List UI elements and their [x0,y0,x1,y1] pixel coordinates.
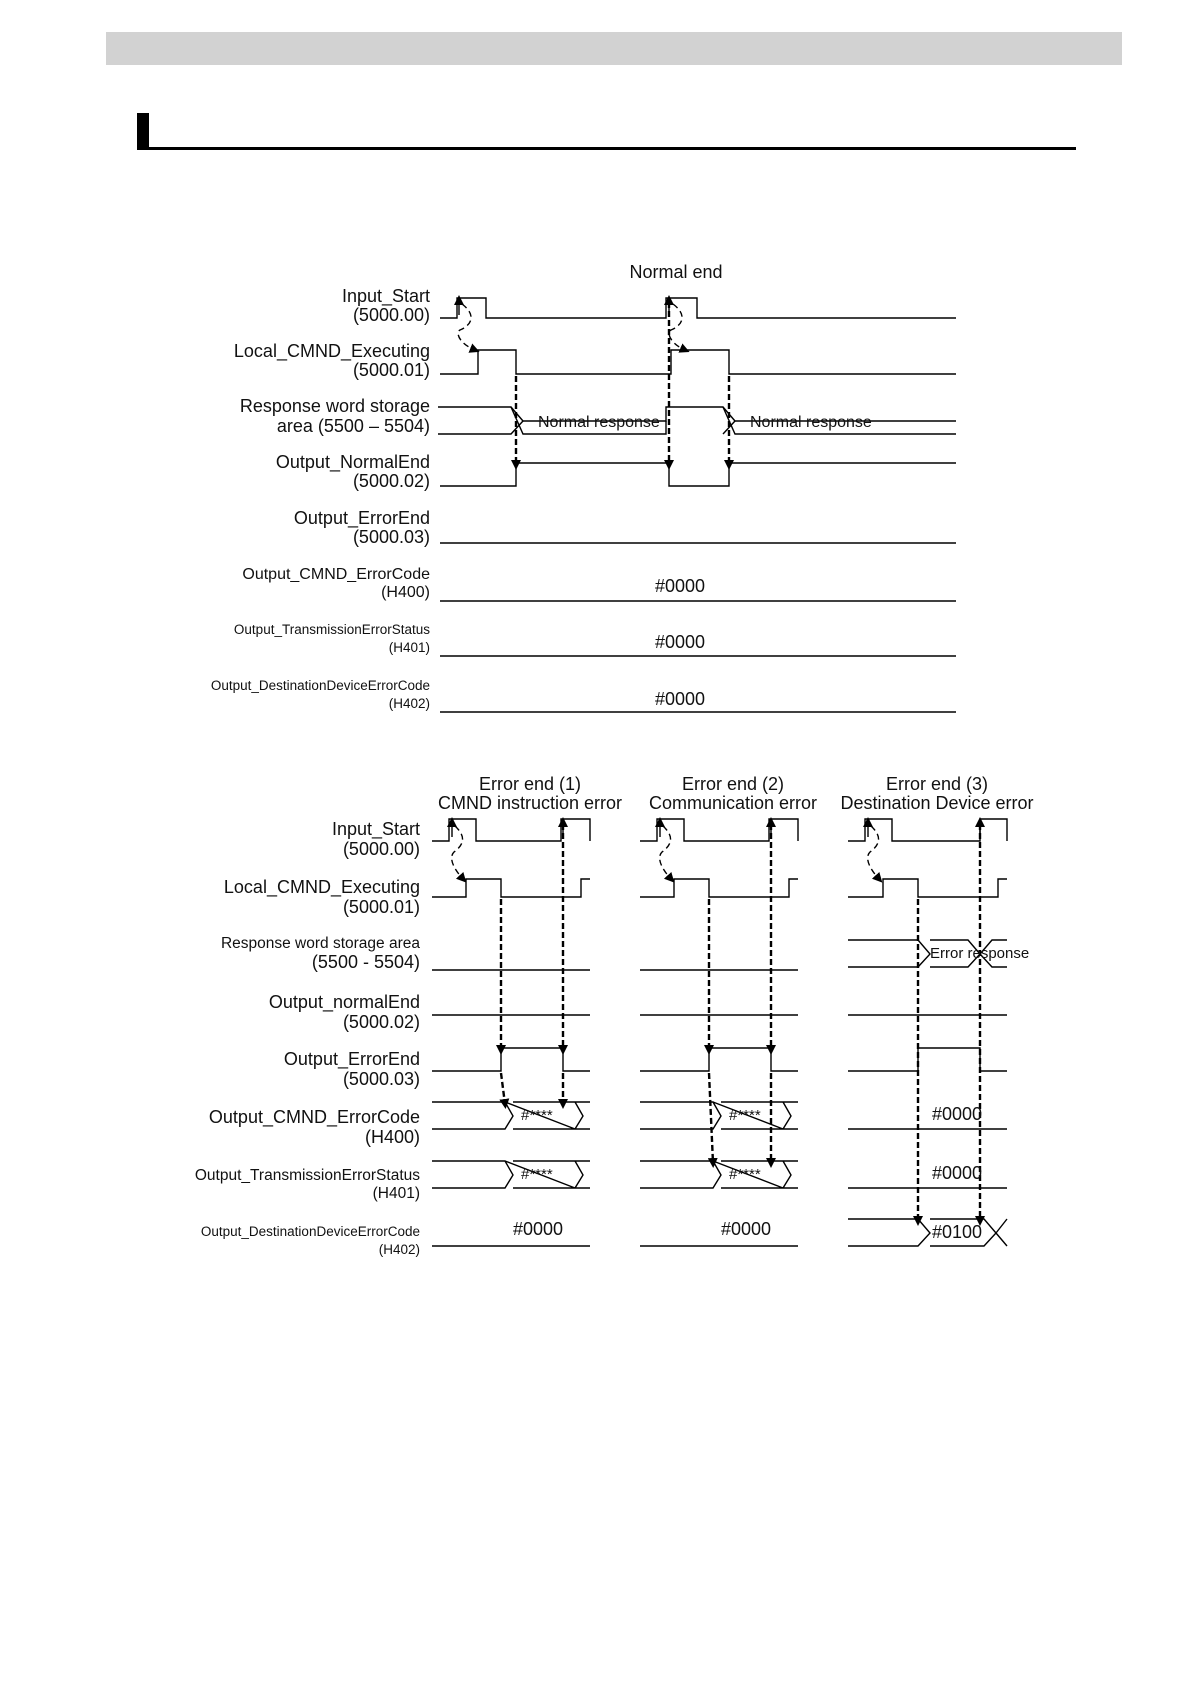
case-subtitle: Destination Device error [840,793,1034,813]
bottom-signal-address: (5000.02) [342,1012,420,1032]
bottom-signal-address: (5000.03) [342,1069,420,1089]
case1-h402-value: #0000 [513,1219,564,1239]
case1-executing-wave [432,879,590,897]
top-normal-end-header: Normal end [629,262,723,282]
bottom-signal-name: Output_TransmissionErrorStatus [194,1167,420,1184]
top-response-label-1: Normal response [538,414,660,431]
top-signal-address: (H401) [388,640,430,655]
case-subtitle: Communication error [648,793,818,813]
bottom-signal-address: (H402) [378,1242,420,1257]
top-signal-name: Response word storage [239,396,430,416]
bottom-signal-name: Output_normalEnd [268,992,420,1012]
case2-input-start-wave [640,819,798,841]
bottom-signal-address: (5000.00) [342,839,420,859]
bottom-signal-name: Input_Start [331,819,420,839]
bottom-signal-name: Response word storage area [220,935,420,952]
bottom-signal-name: Output_DestinationDeviceErrorCode [200,1224,420,1239]
bottom-signal-name: Output_CMND_ErrorCode [208,1107,420,1127]
top-signal-name: Output_NormalEnd [275,452,430,472]
top-signal-address: (H400) [381,584,430,601]
top-signal-name: Output_DestinationDeviceErrorCode [210,678,430,693]
case1-h401-value: #**** [521,1166,553,1183]
top-curve-arrow-1 [458,304,475,350]
top-signal-name: Input_Start [341,286,430,306]
case1-h400-bus [432,1102,590,1129]
case2-h401-bus [640,1161,798,1188]
case3-h400-value: #0000 [932,1104,983,1124]
case2-h400-bus [640,1102,798,1129]
top-signal-address: (5000.03) [352,527,430,547]
bottom-signal-name: Output_ErrorEnd [283,1049,420,1069]
case-title: Error end (3) [885,774,989,794]
top-h402-value: #0000 [654,689,706,709]
case-title: Error end (1) [478,774,582,794]
bottom-signal-address: (5500 - 5504) [311,952,420,972]
case1-h401-bus [432,1161,590,1188]
case1-h400-value: #**** [521,1107,553,1124]
top-executing-wave [440,350,956,374]
case2-h401-value: #**** [729,1166,761,1183]
top-signal-address: (5000.02) [352,471,430,491]
top-input-start-wave [440,298,956,318]
top-signal-name: Output_CMND_ErrorCode [242,566,430,583]
case-subtitle: CMND instruction error [437,793,623,813]
case1-errorend-wave [432,1048,590,1071]
top-h401-value: #0000 [654,632,706,652]
top-signal-address: (5000.00) [352,305,430,325]
bottom-signal-address: (5000.01) [342,897,420,917]
case3-h401-value: #0000 [932,1163,983,1183]
case3-executing-wave [848,879,1007,897]
bottom-signal-address: (H401) [372,1185,420,1202]
case3-h402-value: #0100 [932,1222,983,1242]
case-title: Error end (2) [681,774,785,794]
top-signal-name: Output_ErrorEnd [293,508,430,528]
top-curve-arrow-2 [669,304,685,350]
case2-h402-value: #0000 [721,1219,772,1239]
case3-response-value: Error response [930,945,1030,962]
case3-input-start-wave [848,819,1007,841]
case3-h402-bus [848,1219,1007,1246]
case2-executing-wave [640,879,798,897]
top-signal-address: (5000.01) [352,360,430,380]
top-signal-address: area (5500 – 5504) [276,416,430,436]
bottom-signal-address: (H400) [364,1127,420,1147]
top-h400-value: #0000 [654,576,706,596]
top-normalend-wave [440,463,956,486]
bottom-signal-name: Local_CMND_Executing [223,877,420,897]
case3-errorend-wave [848,1048,1007,1071]
top-signal-name: Output_TransmissionErrorStatus [233,622,430,637]
case2-errorend-wave [640,1048,798,1071]
case1-input-start-wave [432,819,590,841]
case2-h400-value: #**** [729,1107,761,1124]
top-signal-name: Local_CMND_Executing [233,341,430,361]
top-signal-address: (H402) [388,696,430,711]
top-response-label-2: Normal response [750,414,872,431]
